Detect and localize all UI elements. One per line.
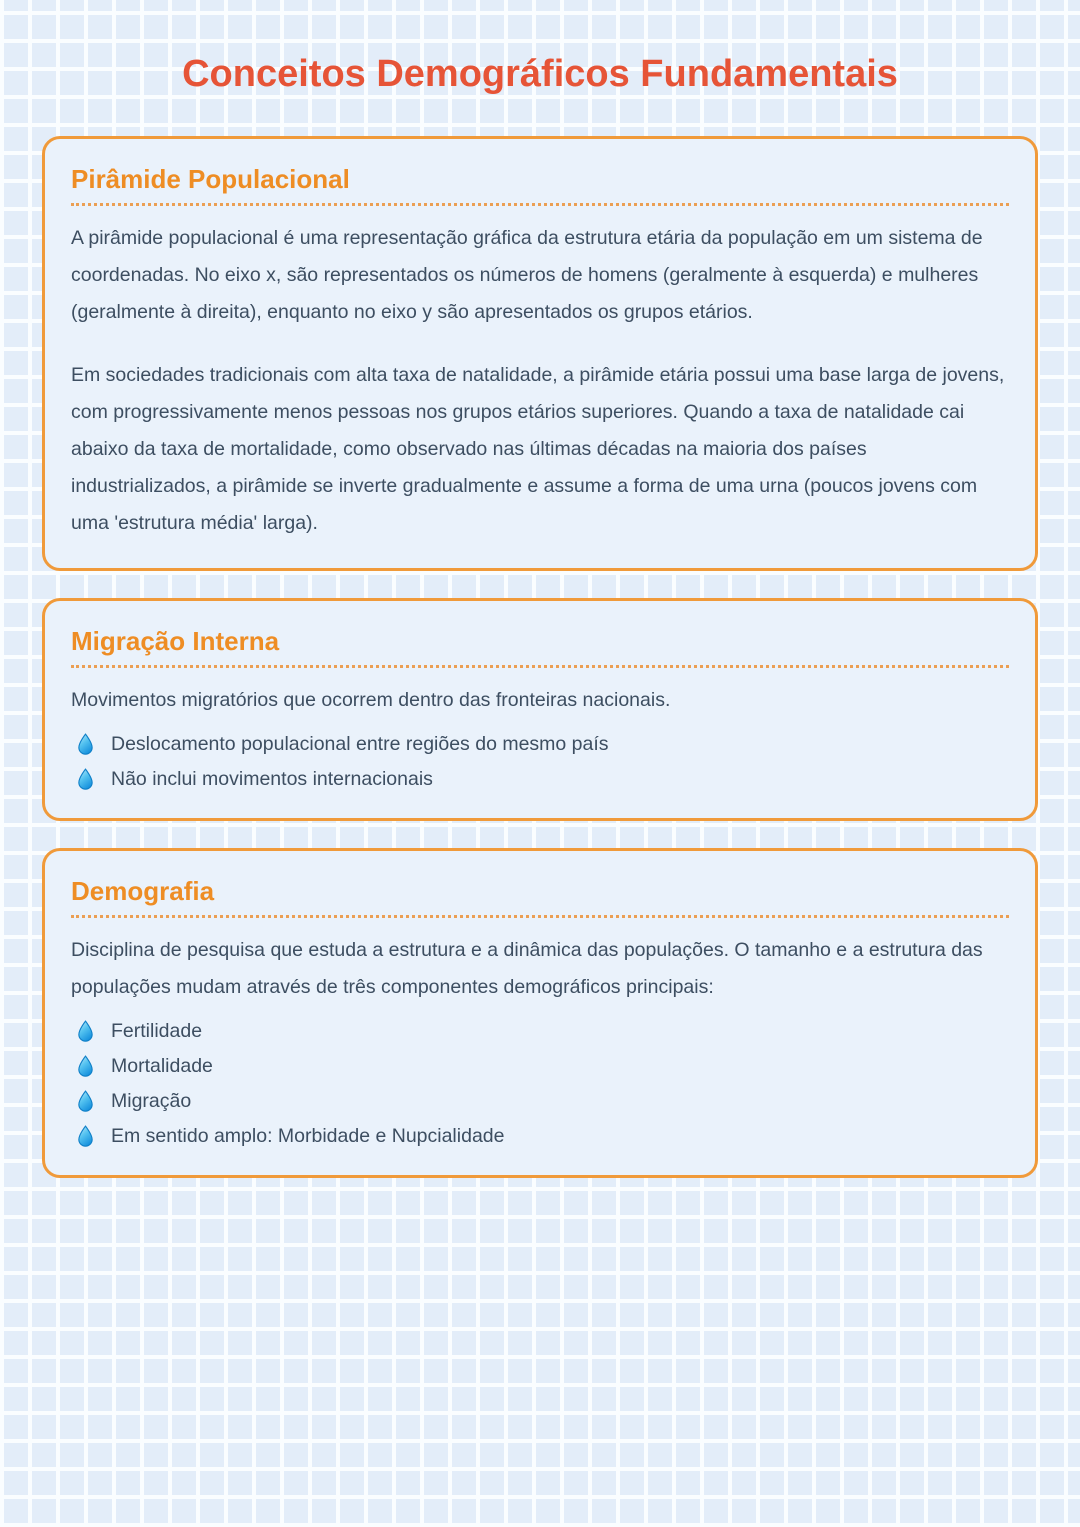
list-item-label: Mortalidade	[111, 1055, 213, 1077]
list-item	[71, 1018, 1009, 1044]
list-item	[71, 1123, 1009, 1149]
list-item-label: Não inclui movimentos internacionais	[111, 768, 433, 790]
card-demografia	[42, 848, 1038, 1178]
card-paragraph: Em sociedades tradicionais com alta taxa de natalidade, a pirâmide etária possui uma base larga de jovens, com progressivamente menos pessoas nos grupos etários superiores. Quando a taxa de natalidade cai abaixo da taxa de mortalidade, como observado nas últimas décadas na maioria dos países industrializados, a pirâmide se inverte gradualmente e assume a forma de uma urna (poucos jovens com uma 'estrutura média' larga).	[71, 364, 1005, 534]
droplet-icon	[76, 732, 95, 756]
droplet-icon	[76, 1019, 95, 1043]
list-item	[71, 1053, 1009, 1079]
dotted-divider	[71, 203, 1009, 206]
card-heading: Migração Interna	[71, 626, 280, 656]
droplet-icon	[76, 1054, 95, 1078]
list-item	[71, 731, 1009, 757]
card-paragraph: Movimentos migratórios que ocorrem dentro das fronteiras nacionais.	[71, 689, 671, 711]
card-paragraph: A pirâmide populacional é uma representação gráfica da estrutura etária da população em um sistema de coordenadas. No eixo x, são representados os números de homens (geralmente à esquerda) e mulheres (geralmente à direita), enquanto no eixo y são apresentados os grupos etários.	[71, 227, 983, 323]
list-item-label: Fertilidade	[111, 1020, 203, 1042]
card-heading: Pirâmide Populacional	[71, 164, 350, 194]
card-paragraph: Disciplina de pesquisa que estuda a estrutura e a dinâmica das populações. O tamanho e a estrutura das populações mudam através de três componentes demográficos principais:	[71, 939, 983, 998]
page-title: Conceitos Demográficos Fundamentais	[182, 53, 898, 95]
card-migracao-interna	[42, 598, 1038, 821]
bullet-list	[71, 731, 1009, 792]
list-item-label: Deslocamento populacional entre regiões do mesmo país	[111, 733, 609, 755]
bullet-list	[71, 1018, 1009, 1149]
list-item	[71, 1088, 1009, 1114]
droplet-icon	[76, 1089, 95, 1113]
list-item-label: Migração	[111, 1090, 192, 1112]
dotted-divider	[71, 665, 1009, 668]
dotted-divider	[71, 915, 1009, 918]
droplet-icon	[76, 767, 95, 791]
list-item-label: Em sentido amplo: Morbidade e Nupcialidade	[111, 1125, 505, 1147]
card-piramide-populacional	[42, 136, 1038, 571]
list-item	[71, 766, 1009, 792]
droplet-icon	[76, 1124, 95, 1148]
card-heading: Demografia	[71, 876, 215, 906]
